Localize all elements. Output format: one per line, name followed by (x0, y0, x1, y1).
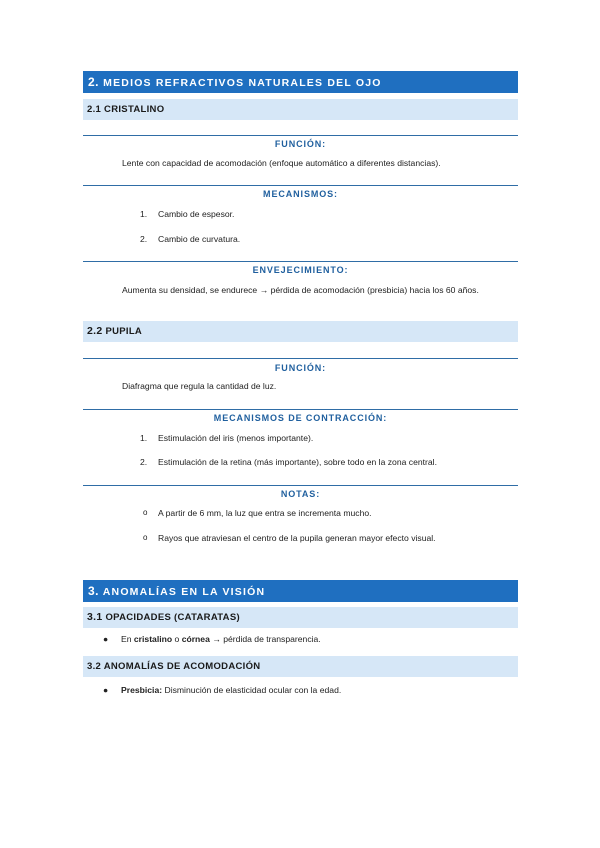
section-3-header (83, 580, 518, 602)
list-marker: 1. (140, 209, 148, 219)
list-item-text: A partir de 6 mm, la luz que entra se incrementa mucho. (158, 508, 372, 518)
section-2-header (83, 71, 518, 93)
cristalino-funcion-text: Lente con capacidad de acomodación (enfoque automático a diferentes distancias). (122, 158, 441, 168)
bullet-marker: ● (103, 685, 109, 695)
subsection-3-1-number: 3.1 (87, 611, 103, 623)
bold-term: córnea (181, 634, 210, 644)
text-segment: Disminución de elasticidad ocular con la edad. (162, 685, 342, 695)
divider (83, 409, 518, 410)
pupila-funcion-title: FUNCIÓN: (274, 363, 327, 373)
subsection-2-2-title: PUPILA (105, 326, 143, 337)
section-2-title: MEDIOS REFRACTIVOS NATURALES DEL OJO (103, 77, 382, 89)
list-item-text (121, 634, 321, 644)
pupila-notas-title: NOTAS: (280, 489, 321, 499)
list-marker: o (143, 533, 148, 542)
bold-term: Presbicia: (121, 685, 163, 695)
divider (83, 135, 518, 136)
section-2-number: 2. (88, 75, 100, 89)
list-marker: 2. (140, 457, 148, 467)
section-3-number: 3. (88, 584, 100, 598)
divider (83, 485, 518, 486)
list-item-text: Estimulación de la retina (más importante), sobre todo en la zona central. (158, 457, 437, 467)
list-marker: 1. (140, 433, 148, 443)
cristalino-envejecimiento-title: ENVEJECIMIENTO: (252, 265, 349, 275)
divider (83, 261, 518, 262)
list-item-text: Estimulación del iris (menos importante). (158, 433, 314, 443)
cristalino-envejecimiento-text: Aumenta su densidad, se endurece → pérdida de acomodación (presbicia) hacia los 60 años. (122, 285, 479, 295)
bold-term: cristalino (133, 634, 173, 644)
list-marker: o (143, 508, 148, 517)
text-segment: → pérdida de transparencia. (209, 634, 321, 644)
section-3-title: ANOMALÍAS EN LA VISIÓN (102, 586, 266, 598)
pupila-funcion-text: Diafragma que regula la cantidad de luz. (122, 381, 277, 391)
list-item-text: Cambio de curvatura. (158, 234, 241, 244)
list-item-text (121, 685, 341, 695)
list-item-text: Rayos que atraviesan el centro de la pupila generan mayor efecto visual. (158, 533, 436, 543)
subsection-3-1-header (83, 607, 518, 628)
text-segment: o (172, 634, 182, 644)
subsection-2-1-header: 2.1 CRISTALINO (83, 99, 518, 120)
subsection-3-1-title: OPACIDADES (CATARATAS) (105, 612, 240, 623)
pupila-mecanismos-title: MECANISMOS DE CONTRACCIÓN: (213, 413, 388, 423)
divider (83, 358, 518, 359)
subsection-2-2-header (83, 321, 518, 342)
list-item-text: Cambio de espesor. (158, 209, 235, 219)
divider (83, 185, 518, 186)
list-marker: 2. (140, 234, 148, 244)
cristalino-funcion-title: FUNCIÓN: (274, 139, 327, 149)
subsection-3-2-header: 3.2 ANOMALÍAS DE ACOMODACIÓN (83, 656, 518, 677)
cristalino-mecanismos-title: MECANISMOS: (263, 189, 338, 199)
text-segment: En (121, 634, 134, 644)
bullet-marker: ● (103, 634, 109, 644)
subsection-2-2-number: 2.2 (87, 325, 103, 337)
